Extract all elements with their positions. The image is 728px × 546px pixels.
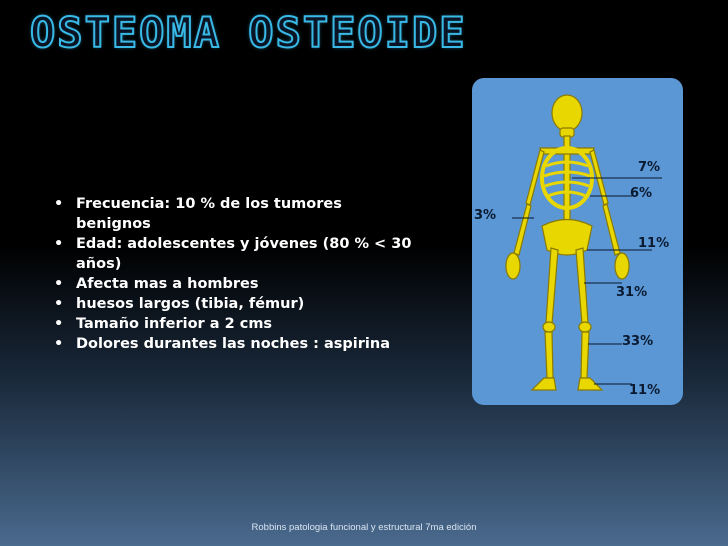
left-tibia-bone bbox=[545, 332, 553, 378]
left-hand-bone bbox=[506, 253, 520, 279]
right-tibia-bone bbox=[581, 332, 589, 378]
left-knee-bone bbox=[543, 322, 555, 332]
footer-citation: Robbins patologia funcional y estructural 7ma edición bbox=[251, 522, 477, 533]
skull-bone bbox=[552, 95, 582, 131]
ribs-percentage: 6% bbox=[630, 186, 653, 201]
bullet-text: Edad: adolescentes y jóvenes (80 % < 30 años) bbox=[76, 236, 412, 272]
bullet-list bbox=[54, 194, 414, 354]
bullet-text: Dolores durantes las noches : aspirina bbox=[76, 336, 390, 352]
bullet-item bbox=[54, 274, 414, 294]
bullet-item bbox=[54, 294, 414, 314]
bullet-dot-icon: • bbox=[54, 296, 64, 312]
tibia-percentage: 33% bbox=[622, 334, 654, 349]
humerus-percentage: 3% bbox=[474, 208, 497, 223]
bullet-item bbox=[54, 194, 414, 234]
pelvis-bone bbox=[542, 220, 592, 256]
right-hand-bone bbox=[615, 253, 629, 279]
bullet-dot-icon: • bbox=[54, 196, 64, 212]
bullet-text: huesos largos (tibia, fémur) bbox=[76, 296, 305, 312]
bullet-dot-icon: • bbox=[54, 316, 64, 332]
pelvis-percentage: 11% bbox=[638, 236, 670, 251]
left-femur-bone bbox=[546, 248, 558, 324]
skeleton-figure bbox=[472, 78, 683, 405]
bullet-dot-icon: • bbox=[54, 276, 64, 292]
slide-title: OSTEOMA OSTEOIDE bbox=[30, 8, 467, 57]
bullet-item bbox=[54, 234, 414, 274]
femur-percentage: 31% bbox=[616, 285, 648, 300]
bullet-item bbox=[54, 334, 414, 354]
bullet-dot-icon: • bbox=[54, 336, 64, 352]
bullet-text: Frecuencia: 10 % de los tumores benignos bbox=[76, 196, 342, 232]
bullet-dot-icon: • bbox=[54, 236, 64, 252]
right-femur-bone bbox=[576, 248, 588, 324]
left-foot-bone bbox=[532, 378, 556, 390]
bullet-text: Afecta mas a hombres bbox=[76, 276, 259, 292]
bullet-item bbox=[54, 314, 414, 334]
right-knee-bone bbox=[579, 322, 591, 332]
right-forearm-bone bbox=[603, 204, 620, 255]
bullet-text: Tamaño inferior a 2 cms bbox=[76, 316, 273, 332]
spine-percentage: 7% bbox=[638, 160, 661, 175]
left-forearm-bone bbox=[514, 204, 531, 255]
foot-percentage: 11% bbox=[629, 383, 661, 398]
